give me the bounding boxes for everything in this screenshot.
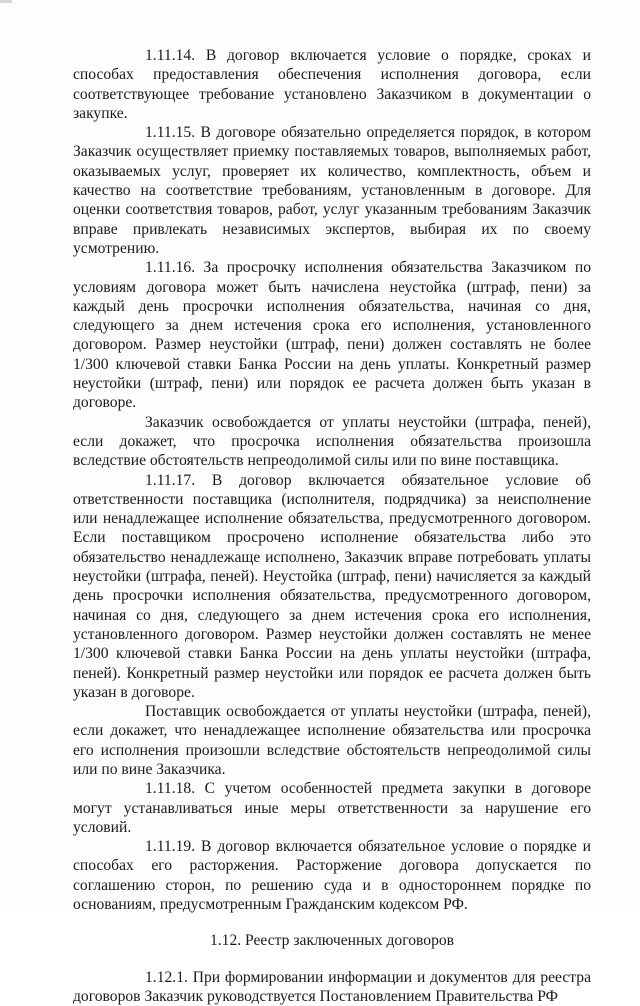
document-body (73, 46, 591, 1006)
paragraph-1-11-15: 1.11.15. В договоре обязательно определяется порядок, в котором Заказчик осуществляет приемку поставляемых товаров, выполняемых работ, оказываемых услуг, проверяет их количество, комплектность, объем и качество на соответствие требованиям, установленным в договоре. Для оценки соответствия товаров, работ, услуг указанным требованиям Заказчик вправе привлекать независимых экспертов, выбирая их по своему усмотрению. (73, 124, 591, 257)
paragraph-1-12-1: 1.12.1. При формировании информации и документов для реестра договоров Заказчик руководствуется Постановлением Правительства РФ (73, 968, 591, 1005)
paragraph-1-11-16: 1.11.16. За просрочку исполнения обязательства Заказчиком по условиям договора может быть начислена неустойка (штраф, пени) за каждый день просрочки исполнения обязательства, начиная со дня, следующего за днем истечения срока его исполнения, установленного договором. Размер неустойки (штраф, пени) должен составлять не более 1/300 ключевой ставки Банка России на день уплаты. Конкретный размер неустойки (штраф, пени) или порядок ее расчета должен быть указан в договоре. (73, 259, 591, 412)
paragraph-1-11-17: 1.11.17. В договор включается обязательное условие об ответственности поставщика (исполнителя, подрядчика) за неисполнение или ненадлежащее исполнение обязательства, предусмотренного договором. Если поставщиком просрочено исполнение обязательства либо это обязательство ненадлежаще исполнено, Заказчик вправе потребовать уплаты неустойки (штрафа, пеней). Неустойка (штраф, пени) начисляется за каждый день просрочки исполнения обязательства, предусмотренного договором, начиная со дня, следующего за днем истечения срока его исполнения, установленного договором. Размер неустойки должен составлять не менее 1/300 ключевой ставки Банка России на день уплаты неустойки (штрафа, пеней). Конкретный размер неустойки или порядок ее расчета должен быть указан в договоре. (73, 471, 591, 701)
section-heading: 1.12. Реестр заключенных договоров (209, 932, 455, 950)
paragraph-1-11-19: 1.11.19. В договор включается обязательное условие о порядке и способах его расторжения. Расторжение договора допускается по соглашению сторон, по решению суда и в одностороннем порядке по основаниям, предусмотренным Гражданским кодексом РФ. (73, 838, 591, 914)
paragraph-1-11-14: 1.11.14. В договор включается условие о порядке, сроках и способах предоставления обеспечения исполнения договора, если соответствующее требование установлено Заказчиком в документации о закупке. (73, 47, 591, 122)
scan-artifact (0, 0, 12, 3)
paragraph-customer-exemption: Заказчик освобождается от уплаты неустойки (штрафа, пеней), если докажет, что просрочка исполнения обязательства произошла вследствие обстоятельств непреодолимой силы или по вине поставщика. (73, 413, 591, 470)
paragraph-1-11-18: 1.11.18. С учетом особенностей предмета закупки в договоре могут устанавливаться иные меры ответственности за нарушение его условий. (73, 780, 591, 836)
paragraph-supplier-exemption: Поставщик освобождается от уплаты неустойки (штрафа, пеней), если докажет, что ненадлежащее исполнение обязательства или просрочка его исполнения произошли вследствие обстоятельств непреодолимой силы или по вине Заказчика. (73, 703, 591, 778)
